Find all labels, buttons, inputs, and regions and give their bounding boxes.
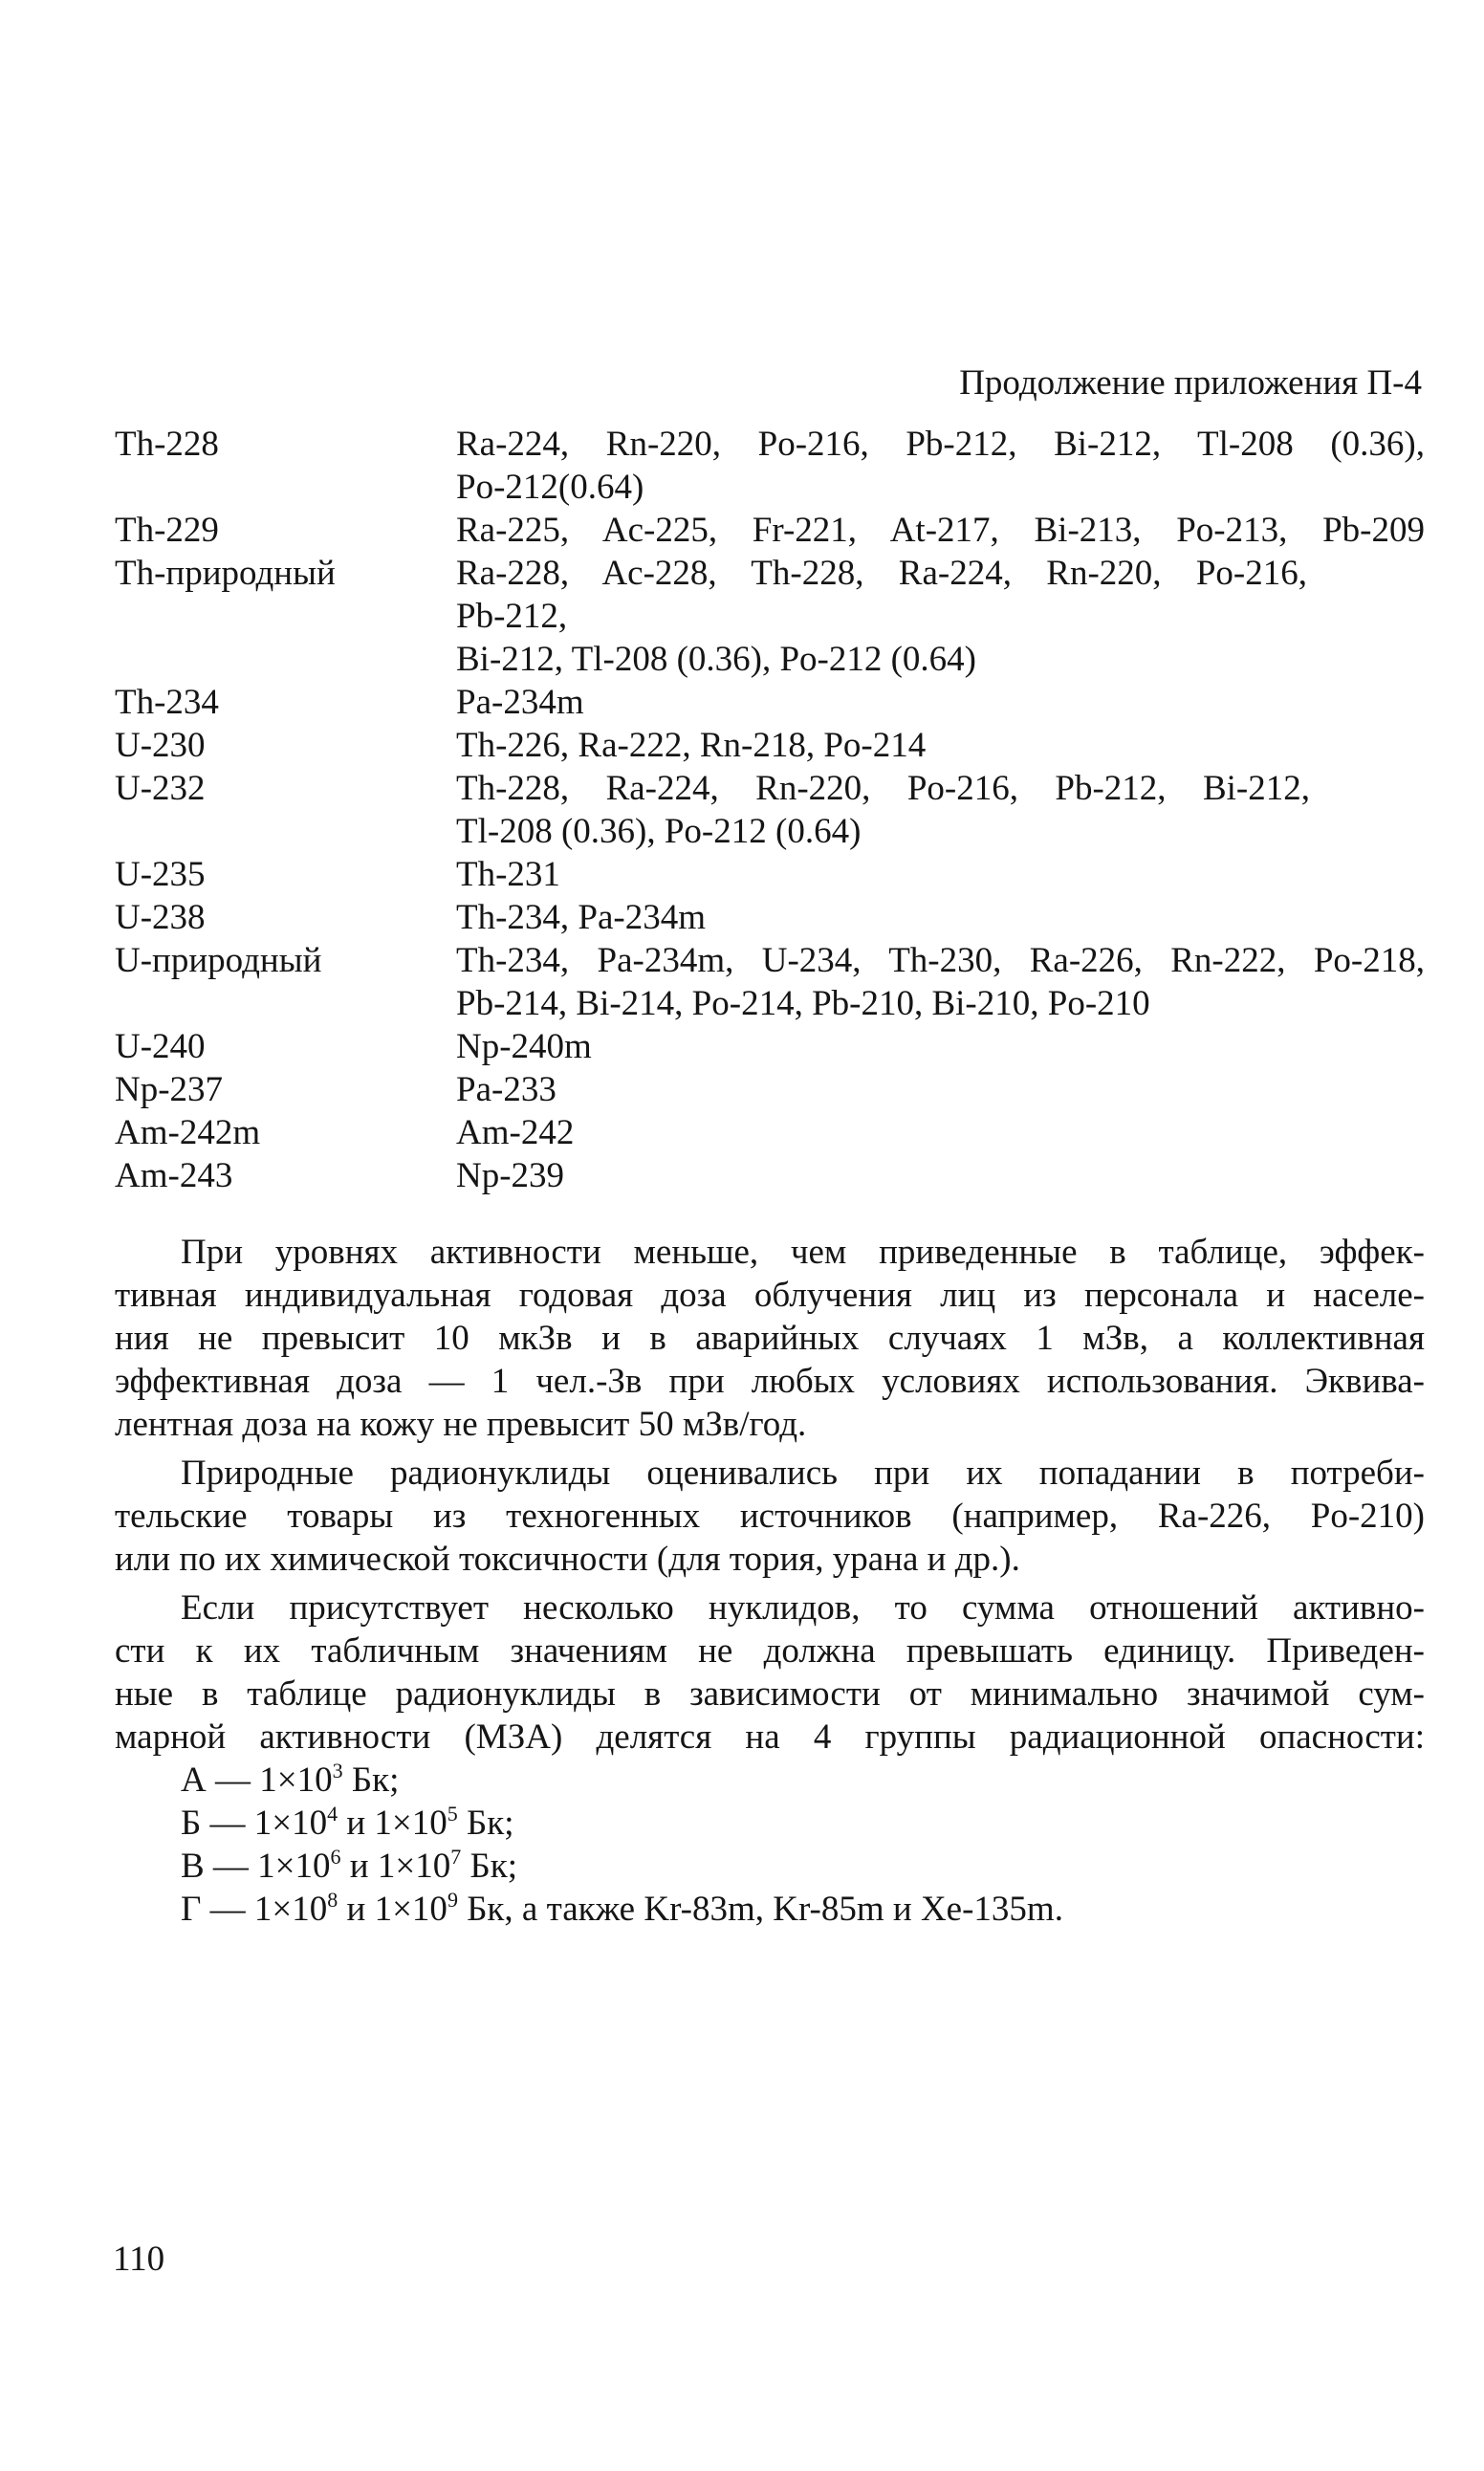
- table-row: [115, 1111, 1425, 1154]
- body-text: [115, 1231, 1425, 1936]
- daughter-nuclides: [456, 853, 1425, 896]
- table-row: [115, 1068, 1425, 1111]
- hazard-group-g: [115, 1888, 1425, 1931]
- exponent: 5: [447, 1802, 458, 1826]
- paragraph-line: тивная индивидуальная годовая доза облучения лиц из персонала и населе-: [115, 1276, 1425, 1315]
- paragraph-line: Природные радионуклиды оценивались при их попадании в потреби-: [181, 1454, 1425, 1493]
- parent-nuclide: Th-природный: [115, 554, 336, 593]
- exponent: 7: [450, 1845, 462, 1869]
- daughter-nuclides: [456, 681, 1425, 724]
- paragraph-line: ные в таблице радионуклиды в зависимости от минимально значимой сум-: [115, 1674, 1425, 1714]
- group-text: Б — 1×10: [181, 1804, 328, 1843]
- paragraph-dose-limits: [115, 1231, 1425, 1446]
- daughter-nuclides: [456, 552, 1425, 681]
- daughter-line: Po-212(0.64): [456, 468, 644, 507]
- paragraph-line: лентная доза на кожу не превысит 50 мЗв/год.: [115, 1405, 807, 1444]
- daughter-line: Am-242: [456, 1113, 575, 1152]
- daughter-line: Tl-208 (0.36), Po-212 (0.64): [456, 812, 862, 851]
- exponent: 3: [332, 1759, 343, 1782]
- table-row: [115, 1154, 1425, 1197]
- daughter-nuclides: [456, 509, 1425, 552]
- hazard-group-v: [115, 1845, 1425, 1888]
- paragraph-line: или по их химической токсичности (для тория, урана и др.).: [115, 1540, 1020, 1579]
- daughter-nuclides: [456, 1111, 1425, 1154]
- daughter-line: Ra-228, Ac-228, Th-228, Ra-224, Rn-220, Po-216,: [456, 554, 1307, 593]
- parent-nuclide: Th-228: [115, 425, 219, 464]
- group-text: Бк;: [457, 1804, 514, 1843]
- group-text: Бк;: [342, 1760, 400, 1800]
- parent-nuclide: U-природный: [115, 941, 322, 980]
- group-text: и 1×10: [340, 1847, 451, 1886]
- daughter-line: Ra-224, Rn-220, Po-216, Pb-212, Bi-212, Tl-208 (0.36),: [456, 425, 1425, 464]
- paragraph-hazard-groups: [115, 1586, 1425, 1931]
- continuation-header: Продолжение приложения П-4: [959, 363, 1422, 403]
- daughter-line: Th-234, Pa-234m: [456, 898, 707, 937]
- parent-nuclide: Am-243: [115, 1156, 233, 1195]
- daughter-line: Ra-225, Ac-225, Fr-221, At-217, Bi-213, Po-213, Pb-209: [456, 511, 1425, 550]
- exponent: 8: [327, 1888, 338, 1912]
- group-text: и 1×10: [338, 1804, 447, 1843]
- daughter-nuclides: [456, 724, 1425, 767]
- daughter-nuclides: [456, 423, 1425, 509]
- daughter-line: Pa-233: [456, 1070, 556, 1109]
- page-number: 110: [113, 2240, 165, 2279]
- table-row: [115, 423, 1425, 509]
- daughter-line: Np-239: [456, 1156, 565, 1195]
- group-text: Бк, а также Kr-83m, Kr-85m и Xe-135m.: [457, 1890, 1063, 1929]
- parent-nuclide: Th-234: [115, 683, 219, 722]
- exponent: 4: [327, 1802, 338, 1826]
- table-row: [115, 509, 1425, 552]
- paragraph-line: эффективная доза — 1 чел.-Зв при любых условиях использования. Эквива-: [115, 1362, 1425, 1401]
- daughter-nuclides: [456, 896, 1425, 939]
- daughter-line: Th-226, Ra-222, Rn-218, Po-214: [456, 726, 927, 765]
- parent-nuclide: U-230: [115, 726, 206, 765]
- parent-nuclide: U-238: [115, 898, 206, 937]
- daughter-nuclides: [456, 1154, 1425, 1197]
- daughter-line: Bi-212, Tl-208 (0.36), Po-212 (0.64): [456, 640, 976, 679]
- parent-nuclide: U-232: [115, 769, 206, 808]
- daughter-line: Th-231: [456, 855, 560, 894]
- parent-nuclide: U-240: [115, 1027, 206, 1066]
- group-text: А — 1×10: [181, 1760, 333, 1800]
- nuclide-table: [115, 423, 1425, 1197]
- table-row: [115, 853, 1425, 896]
- daughter-line: Pa-234m: [456, 683, 584, 722]
- group-text: Г — 1×10: [181, 1890, 328, 1929]
- paragraph-line: сти к их табличным значениям не должна превышать единицу. Приведен-: [115, 1631, 1425, 1671]
- daughter-nuclides: [456, 1068, 1425, 1111]
- paragraph-line: При уровнях активности меньше, чем приведенные в таблице, эффек-: [181, 1233, 1425, 1272]
- daughter-nuclides: [456, 1025, 1425, 1068]
- paragraph-line: Если присутствует несколько нуклидов, то сумма отношений активно-: [181, 1588, 1425, 1628]
- exponent: 9: [447, 1888, 458, 1912]
- group-text: Бк;: [461, 1847, 517, 1886]
- table-row: [115, 681, 1425, 724]
- paragraph-line: тельские товары из техногенных источников (например, Ra-226, Po-210): [115, 1497, 1425, 1536]
- parent-nuclide: Th-229: [115, 511, 219, 550]
- paragraph-natural-radionuclides: [115, 1452, 1425, 1581]
- hazard-group-b: [115, 1802, 1425, 1845]
- daughter-nuclides: [456, 767, 1425, 853]
- hazard-group-a: [115, 1759, 1425, 1802]
- daughter-line: Pb-212,: [456, 597, 568, 636]
- group-text: В — 1×10: [181, 1847, 331, 1886]
- paragraph-line: марной активности (МЗА) делятся на 4 группы радиационной опасности:: [115, 1717, 1425, 1757]
- table-row: [115, 724, 1425, 767]
- daughter-line: Pb-214, Bi-214, Po-214, Pb-210, Bi-210, Po-210: [456, 984, 1150, 1023]
- daughter-nuclides: [456, 939, 1425, 1025]
- exponent: 6: [330, 1845, 341, 1869]
- table-row: [115, 552, 1425, 681]
- table-row: [115, 1025, 1425, 1068]
- daughter-line: Th-234, Pa-234m, U-234, Th-230, Ra-226, Rn-222, Po-218,: [456, 941, 1425, 980]
- parent-nuclide: Am-242m: [115, 1113, 261, 1152]
- parent-nuclide: Np-237: [115, 1070, 224, 1109]
- table-row: [115, 939, 1425, 1025]
- table-row: [115, 767, 1425, 853]
- parent-nuclide: U-235: [115, 855, 206, 894]
- table-row: [115, 896, 1425, 939]
- group-text: и 1×10: [338, 1890, 447, 1929]
- daughter-line: Np-240m: [456, 1027, 592, 1066]
- daughter-line: Th-228, Ra-224, Rn-220, Po-216, Pb-212, Bi-212,: [456, 769, 1310, 808]
- paragraph-line: ния не превысит 10 мкЗв и в аварийных случаях 1 мЗв, а коллективная: [115, 1319, 1425, 1358]
